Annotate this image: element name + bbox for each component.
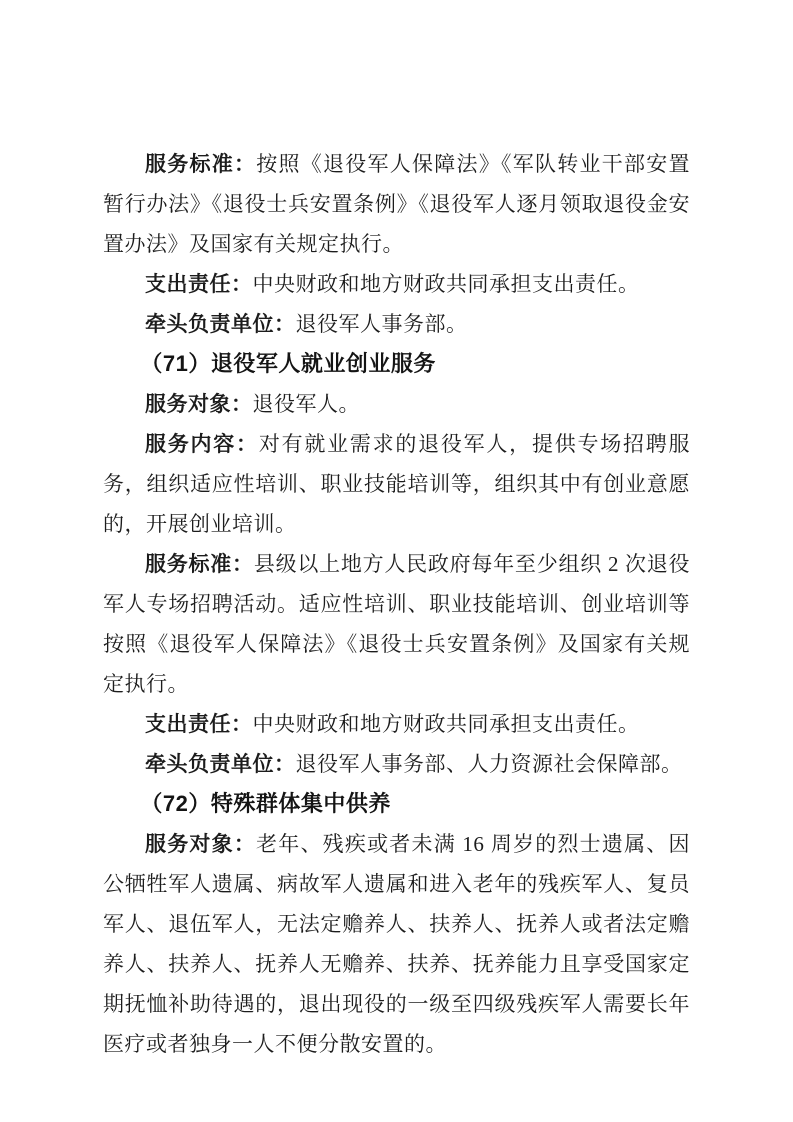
paragraph-label: 服务对象： xyxy=(145,832,257,856)
paragraph-label: 服务标准： xyxy=(145,152,257,176)
paragraph-service-target-71 xyxy=(103,384,690,424)
paragraph-service-target-72 xyxy=(103,824,690,1064)
section-heading-71: （71）退役军人就业创业服务 xyxy=(140,351,436,376)
paragraph-label: 牵头负责单位： xyxy=(145,752,296,776)
paragraph-text: 县级以上地方人民政府每年至少组织 2 次退役军人专场招聘活动。适应性培训、职业技能培训、创业培训等按照《退役军人保障法》《退役士兵安置条例》及国家有关规定执行。 xyxy=(103,552,691,696)
paragraph-text: 按照《退役军人保障法》《军队转业干部安置暂行办法》《退役士兵安置条例》《退役军人逐月领取退役金安置办法》及国家有关规定执行。 xyxy=(103,152,690,256)
paragraph-service-standard-70 xyxy=(103,144,690,264)
paragraph-text: 退役军人。 xyxy=(252,392,360,416)
section-heading-72: （72）特殊群体集中供养 xyxy=(140,791,391,816)
paragraph-lead-unit-70 xyxy=(103,304,690,344)
paragraph-expenditure-responsibility-71 xyxy=(103,704,690,744)
paragraph-service-content-71 xyxy=(103,424,690,544)
paragraph-label: 服务对象： xyxy=(145,392,253,416)
paragraph-text: 老年、残疾或者未满 16 周岁的烈士遗属、因公牺牲军人遗属、病故军人遗属和进入老年的残疾军人、复员军人、退伍军人，无法定赡养人、扶养人、抚养人或者法定赡养人、扶养人、抚养人无赡养、扶养、抚养能力且享受国家定期抚恤补助待遇的，退出现役的一级至四级残疾军人需要长年医疗或者独身一人不便分散安置的。 xyxy=(103,832,691,1056)
paragraph-text: 退役军人事务部。 xyxy=(295,312,468,336)
paragraph-label: 支出责任： xyxy=(145,712,253,736)
paragraph-text: 对有就业需求的退役军人，提供专场招聘服务，组织适应性培训、职业技能培训等，组织其中有创业意愿的，开展创业培训。 xyxy=(103,432,691,536)
paragraph-label: 服务内容： xyxy=(145,432,259,456)
paragraph-label: 服务标准： xyxy=(145,552,254,576)
paragraph-label: 支出责任： xyxy=(145,272,253,296)
paragraph-text: 中央财政和地方财政共同承担支出责任。 xyxy=(252,272,640,296)
paragraph-text: 中央财政和地方财政共同承担支出责任。 xyxy=(252,712,640,736)
paragraph-service-standard-71 xyxy=(103,544,690,704)
paragraph-lead-unit-71 xyxy=(103,744,690,784)
paragraph-text: 退役军人事务部、人力资源社会保障部。 xyxy=(295,752,683,776)
paragraph-expenditure-responsibility-70 xyxy=(103,264,690,304)
paragraph-label: 牵头负责单位： xyxy=(145,312,296,336)
